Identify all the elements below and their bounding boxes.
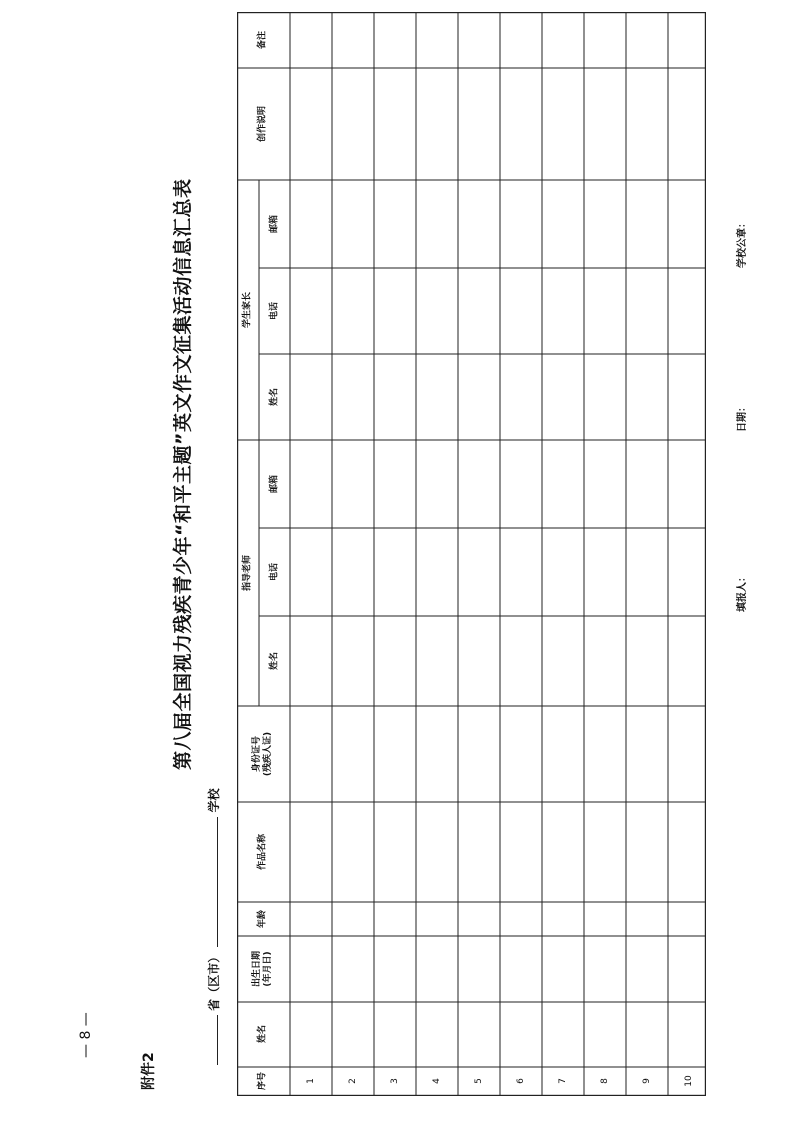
row-number: 5 — [474, 1078, 484, 1084]
school-seal-label: 学校公章： — [737, 218, 748, 268]
row-number: 1 — [306, 1078, 316, 1084]
page-number: — 8 — — [78, 1012, 94, 1058]
col-work-title: 作品名称 — [257, 833, 268, 871]
school-label: 学校 — [207, 788, 221, 813]
attachment-label: 附件2 — [141, 1052, 157, 1090]
row-number: 10 — [684, 1075, 694, 1087]
row-number: 9 — [642, 1078, 652, 1084]
col-id-number: 身份证号 (残疾人证) — [252, 731, 273, 777]
date-label: 日期： — [737, 402, 748, 432]
col-age: 年龄 — [257, 909, 268, 929]
col-remarks: 备注 — [257, 30, 268, 50]
col-parent-email: 邮箱 — [269, 214, 280, 234]
info-summary-table — [237, 12, 706, 1096]
row-number: 6 — [516, 1078, 526, 1084]
document-title: 第八届全国视力残疾青少年“和平主题”英文作文征集活动信息汇总表 — [172, 178, 194, 770]
row-number: 8 — [600, 1078, 610, 1084]
col-teacher-name: 姓名 — [269, 651, 280, 671]
province-label: 省（区市） — [207, 950, 221, 1011]
province-blank — [217, 1015, 218, 1065]
col-index: 序号 — [257, 1071, 268, 1091]
col-parent-phone: 电话 — [269, 301, 280, 321]
school-blank — [217, 817, 218, 947]
row-number: 2 — [348, 1078, 358, 1084]
col-group-teacher: 指导老师 — [242, 554, 253, 592]
school-line — [205, 788, 222, 1065]
col-creation-note: 创作说明 — [257, 105, 268, 143]
col-parent-name: 姓名 — [269, 387, 280, 407]
table-grid — [237, 12, 706, 1096]
col-name: 姓名 — [257, 1024, 268, 1044]
row-number: 4 — [432, 1078, 442, 1084]
row-number: 3 — [390, 1078, 400, 1084]
col-group-parent: 学生家长 — [242, 291, 253, 329]
col-teacher-email: 邮箱 — [269, 474, 280, 494]
col-teacher-phone: 电话 — [269, 562, 280, 582]
col-birth-date: 出生日期 (年月日) — [252, 950, 273, 988]
row-number: 7 — [558, 1078, 568, 1084]
filler-label: 填报人： — [737, 572, 748, 612]
